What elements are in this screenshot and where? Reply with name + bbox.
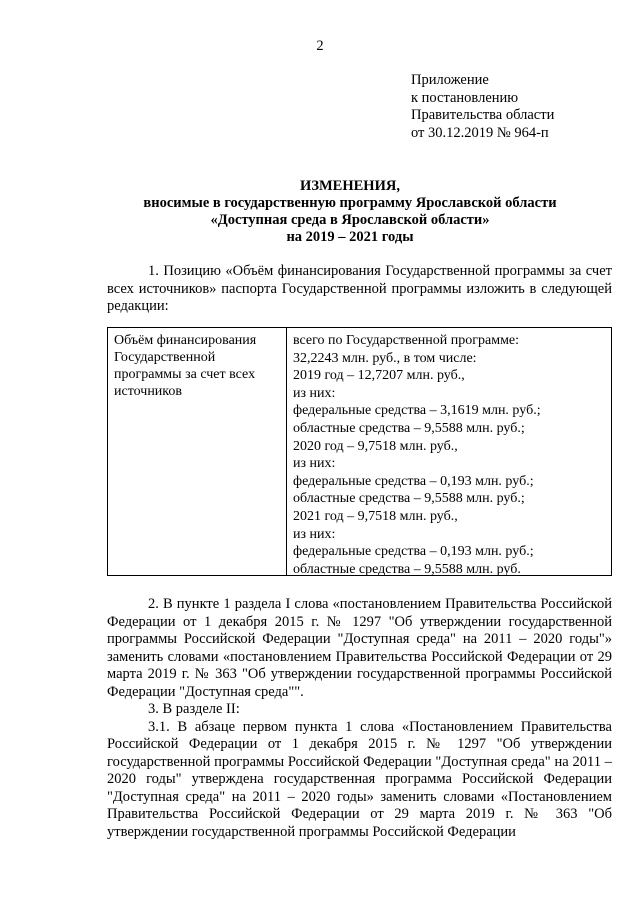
paragraphs-2-3-block: [107, 596, 612, 841]
table-value-line: из них:: [293, 456, 336, 472]
heading-line: на 2019 – 2021 годы: [286, 229, 414, 245]
table-label-line: программы за счет всех: [114, 367, 256, 382]
paragraph-1: 1. Позицию «Объём финансирования Государственной программы за счет всех источников» паспорта Государственной программы изложить в следующей редакции:: [107, 263, 612, 314]
table-value-line: 32,2243 млн. руб., в том числе:: [293, 350, 477, 366]
appendix-line: от 30.12.2019 № 964-п: [411, 124, 549, 141]
table-value-line: областные средства – 9,5588 млн. руб.;: [293, 420, 525, 436]
table-label-line: Государственной: [114, 350, 216, 365]
appendix-line: Правительства области: [411, 107, 555, 123]
table-value-cell: [287, 328, 611, 575]
table-value-line: областные средства – 9,5588 млн. руб.: [293, 561, 521, 577]
table-value-line: 2020 год – 9,7518 млн. руб.,: [293, 438, 458, 454]
appendix-line: Приложение: [411, 72, 489, 88]
financing-table: [107, 327, 612, 576]
paragraph-2: 2. В пункте 1 раздела I слова «постановлением Правительства Российской Федерации от 1 декабря 2015 г. № 1297 "Об утверждении государственной программы Российской Федерации "Доступная среда" на 2011 – 2020 годы"» заменить словами «постановлением Правительства Российской Федерации от 29 марта 2019 г. № 363 "Об утверждении государственной программы Российской Федерации "Доступная среда"".: [107, 596, 612, 700]
paragraph-3-1: 3.1. В абзаце первом пункта 1 слова «Постановлением Правительства Российской Федерации от 1 декабря 2015 г. № 1297 "Об утверждении государственной программы Российской Федерации "Доступная среда" на 2011 – 2020 годы" утверждена государственная программа Российской Федерации "Доступная среда" на 2011 – 2020 годы» заменить словами «Постановлением Правительства Российской Федерации от 29 марта 2019 г. № 363 "Об утверждении государственной программы Российской Федерации: [107, 718, 612, 840]
heading-line: «Доступная среда в Ярославской области»: [210, 212, 490, 228]
table-value-line: всего по Государственной программе:: [293, 333, 520, 348]
appendix-block: [411, 72, 554, 142]
table-label-cell: [108, 328, 287, 575]
table-label-line: Объём финансирования: [114, 333, 257, 348]
table-value-line: из них:: [293, 385, 336, 401]
table-value-line: федеральные средства – 3,1619 млн. руб.;: [293, 403, 541, 419]
table-value-line: федеральные средства – 0,193 млн. руб.;: [293, 473, 534, 489]
table-value-line: областные средства – 9,5588 млн. руб.;: [293, 491, 525, 507]
heading-line: вносимые в государственную программу Ярославской области: [143, 195, 557, 211]
table-value-line: федеральные средства – 0,193 млн. руб.;: [293, 544, 534, 560]
heading-line: ИЗМЕНЕНИЯ,: [300, 178, 400, 194]
table-value-line: 2021 год – 9,7518 млн. руб.,: [293, 508, 458, 524]
table-value-line: 2019 год – 12,7207 млн. руб.,: [293, 368, 465, 384]
table-label-line: источников: [114, 384, 183, 399]
appendix-line: к постановлению: [411, 89, 519, 106]
page-number: 2: [316, 38, 324, 54]
paragraph-3: 3. В разделе II:: [148, 701, 240, 717]
paragraph-1-block: [107, 263, 612, 316]
table-value-line: из них:: [293, 526, 336, 542]
document-heading: [90, 178, 610, 246]
